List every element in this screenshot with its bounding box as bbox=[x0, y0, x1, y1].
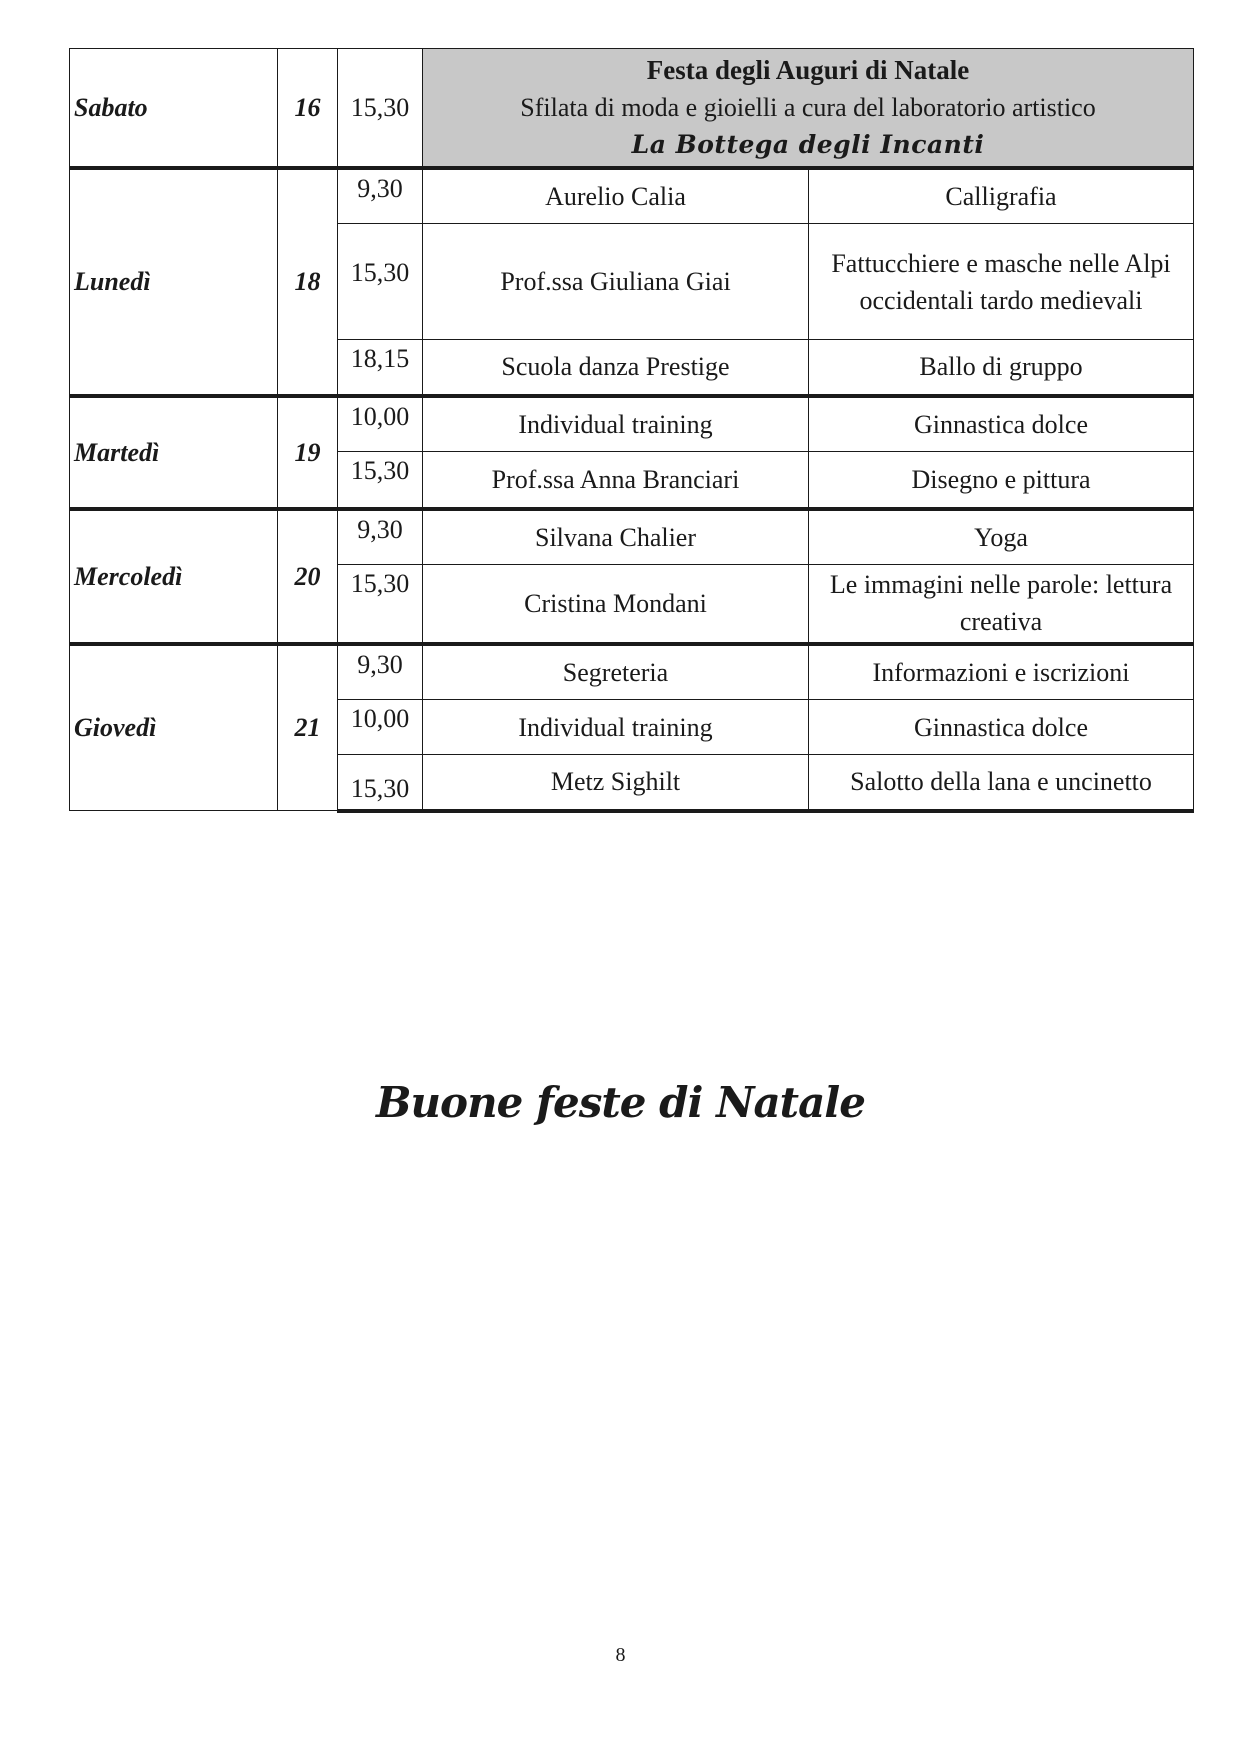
page-number: 8 bbox=[615, 1644, 626, 1666]
presenter-cell: Segreteria bbox=[423, 644, 809, 700]
event-banner bbox=[423, 49, 1194, 168]
time-cell: 18,15 bbox=[338, 340, 423, 396]
time-cell: 9,30 bbox=[338, 168, 423, 224]
activity-cell: Fattucchiere e masche nelle Alpi occidentali tardo medievali bbox=[809, 224, 1194, 340]
presenter-cell: Prof.ssa Anna Branciari bbox=[423, 452, 809, 509]
time-cell: 15,30 bbox=[338, 565, 423, 644]
time-cell: 9,30 bbox=[338, 644, 423, 700]
presenter-cell: Individual training bbox=[423, 700, 809, 755]
activity-cell: Yoga bbox=[809, 509, 1194, 565]
activity-cell: Ballo di gruppo bbox=[809, 340, 1194, 396]
presenter-cell: Metz Sighilt bbox=[423, 755, 809, 811]
table-row bbox=[70, 644, 1194, 700]
day-number: 19 bbox=[278, 396, 338, 509]
table-row bbox=[70, 509, 1194, 565]
day-name: Giovedì bbox=[70, 644, 278, 811]
schedule-table bbox=[69, 48, 1194, 813]
time-cell: 15,30 bbox=[338, 224, 423, 340]
day-number: 16 bbox=[278, 49, 338, 168]
christmas-greeting: Buone feste di Natale bbox=[376, 1078, 865, 1127]
time-cell: 10,00 bbox=[338, 700, 423, 755]
time-cell: 9,30 bbox=[338, 509, 423, 565]
day-number: 18 bbox=[278, 168, 338, 396]
presenter-cell: Silvana Chalier bbox=[423, 509, 809, 565]
presenter-cell: Scuola danza Prestige bbox=[423, 340, 809, 396]
activity-cell: Informazioni e iscrizioni bbox=[809, 644, 1194, 700]
day-name: Sabato bbox=[70, 49, 278, 168]
row-sabato bbox=[70, 49, 1194, 168]
activity-cell: Ginnastica dolce bbox=[809, 700, 1194, 755]
event-lab-name: La Bottega degli Incanti bbox=[631, 129, 985, 159]
activity-cell: Calligrafia bbox=[809, 168, 1194, 224]
activity-cell: Salotto della lana e uncinetto bbox=[809, 755, 1194, 811]
activity-cell: Le immagini nelle parole: lettura creativa bbox=[809, 565, 1194, 644]
presenter-cell: Aurelio Calia bbox=[423, 168, 809, 224]
activity-cell: Disegno e pittura bbox=[809, 452, 1194, 509]
day-number: 20 bbox=[278, 509, 338, 644]
event-subtitle: Sfilata di moda e gioielli a cura del laboratorio artistico bbox=[520, 92, 1096, 122]
table-row bbox=[70, 396, 1194, 452]
time-cell: 15,30 bbox=[338, 755, 423, 811]
day-name: Lunedì bbox=[70, 168, 278, 396]
presenter-cell: Individual training bbox=[423, 396, 809, 452]
time-cell: 15,30 bbox=[338, 49, 423, 168]
day-number: 21 bbox=[278, 644, 338, 811]
day-name: Mercoledì bbox=[70, 509, 278, 644]
day-name: Martedì bbox=[70, 396, 278, 509]
time-cell: 10,00 bbox=[338, 396, 423, 452]
event-title: Festa degli Auguri di Natale bbox=[646, 54, 970, 85]
presenter-cell: Prof.ssa Giuliana Giai bbox=[423, 224, 809, 340]
time-cell: 15,30 bbox=[338, 452, 423, 509]
activity-cell: Ginnastica dolce bbox=[809, 396, 1194, 452]
presenter-cell: Cristina Mondani bbox=[423, 565, 809, 644]
table-row bbox=[70, 168, 1194, 224]
